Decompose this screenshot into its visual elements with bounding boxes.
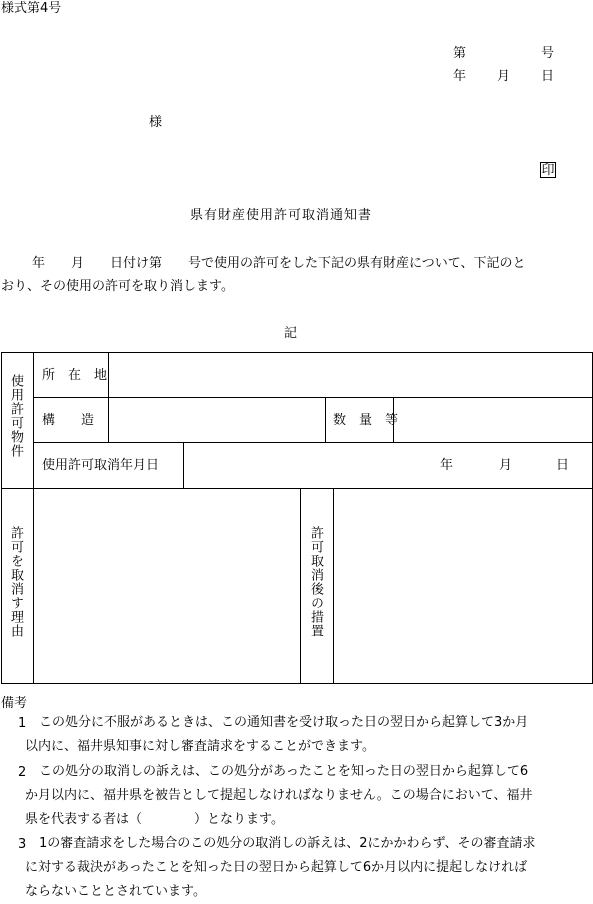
reason-label: 許可を取消す理由 (8, 526, 23, 638)
reason-field[interactable] (34, 489, 300, 683)
date-col-divider (183, 442, 184, 488)
structure-label: 構 造 (42, 413, 95, 428)
remarks-heading: 備考 (1, 696, 28, 711)
remark-line: この処分の取消しの訴えは、この処分があったことを知った日の翌日から起算して6 (39, 764, 529, 779)
quantity-field[interactable] (394, 398, 592, 442)
cancel-date-year: 年 (440, 458, 454, 473)
ki-marker: 記 (284, 326, 298, 341)
seal-mark: 印 (541, 163, 555, 178)
measures-field[interactable] (334, 489, 592, 683)
remark-item-cont (25, 735, 375, 759)
group-col-divider (33, 352, 34, 488)
remark-line: 1の審査請求をした場合のこの処分の取消しの訴えは、2にかかわらず、その審査請求 (39, 836, 536, 851)
quantity-label: 数 量 等 (333, 413, 399, 428)
date-month: 月 (497, 69, 511, 84)
number-suffix: 号 (541, 46, 555, 61)
cancel-date-label: 使用許可取消年月日 (42, 458, 160, 473)
location-field[interactable] (108, 353, 592, 397)
remark-line: 以内に、福井県知事に対し審査請求をすることができます。 (25, 739, 375, 754)
remark-line: に対する裁決があったことを知った日の翌日から起算して6か月以内に提起しなければ (25, 860, 528, 875)
remark-line: か月以内に、福井県を被告として提起しなければなりません。この場合において、福井 (25, 788, 533, 803)
structure-field[interactable] (109, 398, 325, 442)
remark-item (39, 832, 536, 856)
date-day: 日 (541, 69, 555, 84)
remark-item-cont (25, 784, 533, 832)
remark-number: 3 (18, 837, 27, 852)
measures-label: 許可取消後の措置 (308, 526, 323, 638)
body-line-1: 年 月 日付け第 号で使用の許可をした下記の県有財産について、下記のと (32, 256, 526, 271)
remark-line: ならないこととされています。 (25, 884, 206, 899)
row-divider-2 (33, 442, 593, 443)
form-number: 様式第4号 (1, 1, 62, 16)
remark-line: この処分に不服があるときは、この通知書を受け取った日の翌日から起算して3か月 (39, 715, 529, 730)
remark-item (39, 711, 528, 735)
remark-item-cont (25, 856, 527, 904)
remark-number: 2 (18, 765, 27, 780)
remark-item (39, 760, 528, 784)
cancel-date-month: 月 (499, 458, 513, 473)
body-line-2: おり、その使用の許可を取り消します。 (1, 279, 234, 294)
number-prefix: 第 (453, 46, 467, 61)
remark-number: 1 (18, 716, 27, 731)
remark-line: 県を代表する者は（ ）となります。 (25, 812, 284, 827)
group-label: 使用許可物件 (8, 374, 23, 458)
page-title: 県有財産使用許可取消通知書 (190, 208, 373, 223)
date-year: 年 (453, 69, 467, 84)
addressee-suffix: 様 (149, 115, 163, 130)
location-label: 所 在 地 (42, 368, 108, 383)
quantity-col-left (325, 397, 326, 442)
measures-col-left (300, 488, 301, 684)
cancel-date-day: 日 (556, 458, 570, 473)
